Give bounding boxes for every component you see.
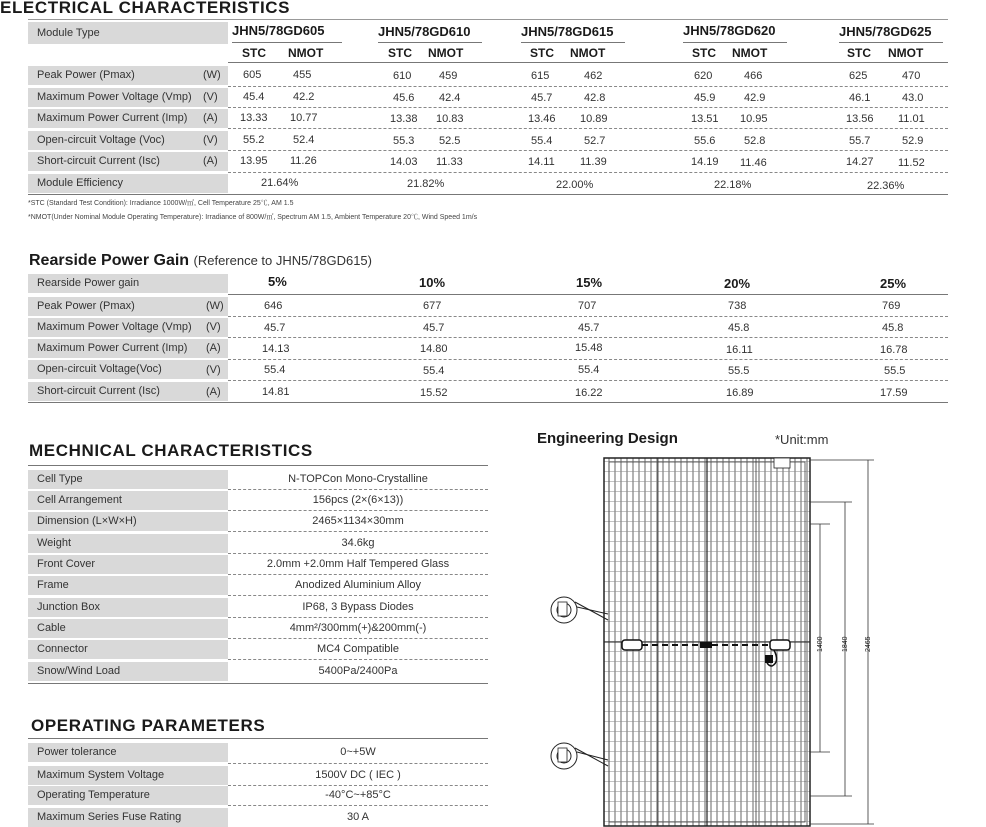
divider <box>28 683 488 684</box>
nmot-value: 466 <box>744 70 763 82</box>
rearside-reference: (Reference to JHN5/78GD615) <box>193 253 372 268</box>
gain-value: 16.22 <box>575 387 603 399</box>
divider <box>228 531 488 532</box>
engineering-drawing <box>540 452 880 827</box>
row-unit: (A) <box>203 155 218 167</box>
nmot-value: 42.8 <box>584 92 606 104</box>
divider <box>232 42 342 43</box>
divider <box>228 359 948 360</box>
divider <box>228 553 488 554</box>
module-type-label: Module Type <box>28 22 228 44</box>
nmot-value: 11.33 <box>436 156 463 168</box>
row-label: Connector <box>28 640 228 659</box>
nmot-value: 42.4 <box>439 92 461 104</box>
nmot-header: NMOT <box>570 46 606 60</box>
mechanical-value: IP68, 3 Bypass Diodes <box>302 601 414 613</box>
row-label: Open-circuit Voltage(Voc) <box>28 360 228 379</box>
gain-value: 769 <box>882 300 901 312</box>
unit-note: *Unit:mm <box>775 432 829 447</box>
gain-value: 45.7 <box>578 322 600 334</box>
divider <box>28 19 948 20</box>
divider <box>228 86 948 87</box>
gain-value: 14.80 <box>420 343 448 355</box>
gain-value: 707 <box>578 300 597 312</box>
stc-value: 14.27 <box>846 156 874 168</box>
stc-header: STC <box>692 46 716 60</box>
gain-value: 16.78 <box>880 344 908 356</box>
divider <box>521 42 625 43</box>
row-unit: (A) <box>206 386 221 398</box>
efficiency-value: 22.36% <box>867 180 905 192</box>
gain-header: 5% <box>268 274 287 289</box>
row-label: Maximum Power Voltage (Vmp) <box>28 318 228 337</box>
nmot-header: NMOT <box>288 46 324 60</box>
gain-value: 45.7 <box>264 322 286 334</box>
stc-value: 605 <box>243 69 262 81</box>
divider <box>228 107 948 108</box>
row-unit: (W) <box>206 300 224 312</box>
gain-value: 14.13 <box>262 343 290 355</box>
mechanical-value: 156pcs (2×(6×13)) <box>312 494 404 506</box>
nmot-value: 52.5 <box>439 135 461 147</box>
row-label: Maximum Power Voltage (Vmp) <box>28 88 228 107</box>
nmot-value: 455 <box>293 69 312 81</box>
row-label: Weight <box>28 534 228 553</box>
row-label: Peak Power (Pmax) <box>28 297 228 316</box>
stc-value: 610 <box>393 70 412 82</box>
divider <box>228 574 488 575</box>
mechanical-title: MECHNICAL CHARACTERISTICS <box>29 441 313 460</box>
row-unit: (A) <box>203 112 218 124</box>
row-unit: (W) <box>203 69 221 81</box>
nmot-value: 11.46 <box>740 157 767 169</box>
nmot-value: 11.52 <box>898 157 925 169</box>
row-label: Cable <box>28 619 228 638</box>
divider <box>228 763 488 764</box>
operating-value: -40°C~+85°C <box>325 789 391 801</box>
stc-value: 55.3 <box>393 135 415 147</box>
stc-value: 13.95 <box>240 155 268 167</box>
mechanical-value: Anodized Aluminium Alloy <box>295 579 421 591</box>
stc-value: 13.46 <box>528 113 556 125</box>
model-name: JHN5/78GD620 <box>683 23 776 38</box>
row-label: Maximum Power Current (Imp) <box>28 339 228 358</box>
divider <box>683 42 787 43</box>
row-label: Short-circuit Current (Isc) <box>28 382 228 401</box>
gain-value: 45.7 <box>423 322 445 334</box>
nmot-value: 11.01 <box>898 113 925 125</box>
nmot-value: 11.26 <box>290 155 317 167</box>
stc-value: 13.33 <box>240 112 268 124</box>
dimension-label: 1400 <box>817 636 824 652</box>
row-label: Snow/Wind Load <box>28 662 228 681</box>
stc-value: 14.11 <box>528 156 555 168</box>
nmot-value: 52.9 <box>902 135 924 147</box>
operating-value: 1500V DC ( IEC ) <box>315 769 401 781</box>
divider <box>228 316 948 317</box>
nmot-value: 52.4 <box>293 134 315 146</box>
stc-value: 45.9 <box>694 92 716 104</box>
gain-value: 45.8 <box>882 322 904 334</box>
divider <box>228 294 948 295</box>
divider <box>228 510 488 511</box>
model-name: JHN5/78GD610 <box>378 24 471 39</box>
stc-header: STC <box>530 46 554 60</box>
efficiency-value: 21.82% <box>407 178 445 190</box>
stc-note: *STC (Standard Test Condition): Irradiance 1000W/㎡, Cell Temperature 25℃, AM 1.5 <box>28 200 294 207</box>
stc-value: 14.03 <box>390 156 418 168</box>
divider <box>228 172 948 173</box>
stc-header: STC <box>847 46 871 60</box>
stc-value: 55.7 <box>849 135 871 147</box>
divider <box>378 42 482 43</box>
row-label: Maximum System Voltage <box>28 766 228 785</box>
nmot-value: 42.9 <box>744 92 766 104</box>
mechanical-value: 2465×1134×30mm <box>312 515 404 527</box>
divider <box>28 738 488 739</box>
gain-value: 738 <box>728 300 747 312</box>
mechanical-value: 34.6kg <box>341 537 375 549</box>
model-name: JHN5/78GD615 <box>521 24 614 39</box>
stc-value: 13.56 <box>846 113 874 125</box>
gain-value: 55.4 <box>578 364 600 376</box>
row-unit: (V) <box>203 91 218 103</box>
row-label: Operating Temperature <box>28 786 228 805</box>
nmot-header: NMOT <box>888 46 924 60</box>
divider <box>228 805 488 806</box>
nmot-value: 10.83 <box>436 113 464 125</box>
gain-value: 646 <box>264 300 283 312</box>
engineering-title: Engineering Design <box>537 430 678 447</box>
divider <box>839 42 943 43</box>
divider <box>228 638 488 639</box>
efficiency-value: 22.18% <box>714 179 752 191</box>
stc-value: 45.7 <box>531 92 553 104</box>
gain-value: 14.81 <box>262 386 290 398</box>
rearside-header-label: Rearside Power gain <box>28 274 228 293</box>
stc-value: 55.6 <box>694 135 716 147</box>
row-label: Maximum Series Fuse Rating <box>28 808 228 827</box>
row-label: Cell Arrangement <box>28 491 228 510</box>
nmot-value: 43.0 <box>902 92 924 104</box>
row-label: Cell Type <box>28 470 228 489</box>
row-label: Front Cover <box>28 555 228 574</box>
operating-value: 30 A <box>346 811 370 823</box>
operating-title: OPERATING PARAMETERS <box>31 716 266 735</box>
nmot-value: 459 <box>439 70 458 82</box>
mechanical-value: 4mm²/300mm(+)&200mm(-) <box>289 622 427 634</box>
stc-value: 13.38 <box>390 113 418 125</box>
mounting-detail <box>551 597 608 769</box>
row-unit: (V) <box>206 364 221 376</box>
divider <box>228 62 948 63</box>
nmot-value: 10.77 <box>290 112 318 124</box>
stc-value: 625 <box>849 70 868 82</box>
model-name: JHN5/78GD625 <box>839 24 932 39</box>
mechanical-value: 5400Pa/2400Pa <box>318 665 398 677</box>
gain-header: 20% <box>724 276 751 291</box>
gain-value: 55.4 <box>264 364 286 376</box>
divider <box>228 380 948 381</box>
stc-value: 620 <box>694 70 713 82</box>
gain-value: 16.11 <box>726 344 753 356</box>
row-unit: (V) <box>206 321 221 333</box>
gain-value: 15.52 <box>420 387 448 399</box>
divider <box>28 465 488 466</box>
divider <box>228 659 488 660</box>
stc-header: STC <box>242 46 266 60</box>
mechanical-value: 2.0mm +2.0mm Half Tempered Glass <box>266 558 450 570</box>
row-label: Dimension (L×W×H) <box>28 512 228 531</box>
row-unit: (A) <box>206 342 221 354</box>
nmot-note: *NMOT(Under Nominal Module Operating Temperature): Irradiance of 800W/㎡, Spectrum AM 1.5, Ambient Temperature 20℃, Wind Speed 1m/s <box>28 214 478 221</box>
gain-value: 17.59 <box>880 387 908 399</box>
stc-value: 13.51 <box>691 113 719 125</box>
nmot-header: NMOT <box>428 46 464 60</box>
gain-header: 10% <box>419 275 446 290</box>
stc-value: 46.1 <box>849 92 871 104</box>
divider <box>228 785 488 786</box>
mechanical-value: N-TOPCon Mono-Crystalline <box>288 473 428 485</box>
divider <box>28 194 948 195</box>
gain-value: 55.5 <box>884 365 906 377</box>
electrical-title: ELECTRICAL CHARACTERISTICS <box>0 0 291 17</box>
model-name: JHN5/78GD605 <box>232 23 325 38</box>
rearside-title: Rearside Power Gain <box>29 252 190 269</box>
row-label: Short-circuit Current (Isc) <box>28 152 228 171</box>
stc-header: STC <box>388 46 412 60</box>
divider <box>228 150 948 151</box>
nmot-value: 42.2 <box>293 91 315 103</box>
divider <box>228 595 488 596</box>
gain-value: 677 <box>423 300 442 312</box>
stc-value: 45.6 <box>393 92 415 104</box>
row-unit: (V) <box>203 134 218 146</box>
gain-value: 45.8 <box>728 322 750 334</box>
divider <box>228 489 488 490</box>
gain-value: 55.4 <box>423 365 445 377</box>
efficiency-value: 21.64% <box>261 177 299 189</box>
rearside-heading <box>29 252 372 270</box>
nmot-value: 462 <box>584 70 603 82</box>
stc-value: 55.4 <box>531 135 553 147</box>
mechanical-value: MC4 Compatible <box>317 643 399 655</box>
nmot-value: 10.95 <box>740 113 768 125</box>
nmot-value: 10.89 <box>580 113 608 125</box>
stc-value: 14.19 <box>691 156 719 168</box>
gain-header: 25% <box>880 276 907 291</box>
nmot-value: 52.7 <box>584 135 606 147</box>
operating-value: 0~+5W <box>340 746 376 758</box>
gain-value: 15.48 <box>575 342 603 354</box>
nmot-value: 52.8 <box>744 135 766 147</box>
stc-value: 615 <box>531 70 550 82</box>
efficiency-value: 22.00% <box>556 179 594 191</box>
dimension-label: 1840 <box>842 636 849 652</box>
gain-value: 16.89 <box>726 387 754 399</box>
row-label: Power tolerance <box>28 743 228 762</box>
stc-value: 45.4 <box>243 91 265 103</box>
nmot-value: 470 <box>902 70 921 82</box>
row-label: Maximum Power Current (Imp) <box>28 109 228 128</box>
nmot-header: NMOT <box>732 46 768 60</box>
row-label: Junction Box <box>28 598 228 617</box>
divider <box>228 337 948 338</box>
efficiency-label: Module Efficiency <box>28 174 228 193</box>
row-label: Peak Power (Pmax) <box>28 66 228 85</box>
divider <box>228 617 488 618</box>
nmot-value: 11.39 <box>580 156 607 168</box>
divider <box>228 128 948 129</box>
row-label: Open-circuit Voltage (Voc) <box>28 131 228 150</box>
dimension-label: 2465 <box>865 636 872 652</box>
row-label: Frame <box>28 576 228 595</box>
stc-value: 55.2 <box>243 134 265 146</box>
gain-header: 15% <box>576 275 603 290</box>
gain-value: 55.5 <box>728 365 750 377</box>
divider <box>28 402 948 403</box>
